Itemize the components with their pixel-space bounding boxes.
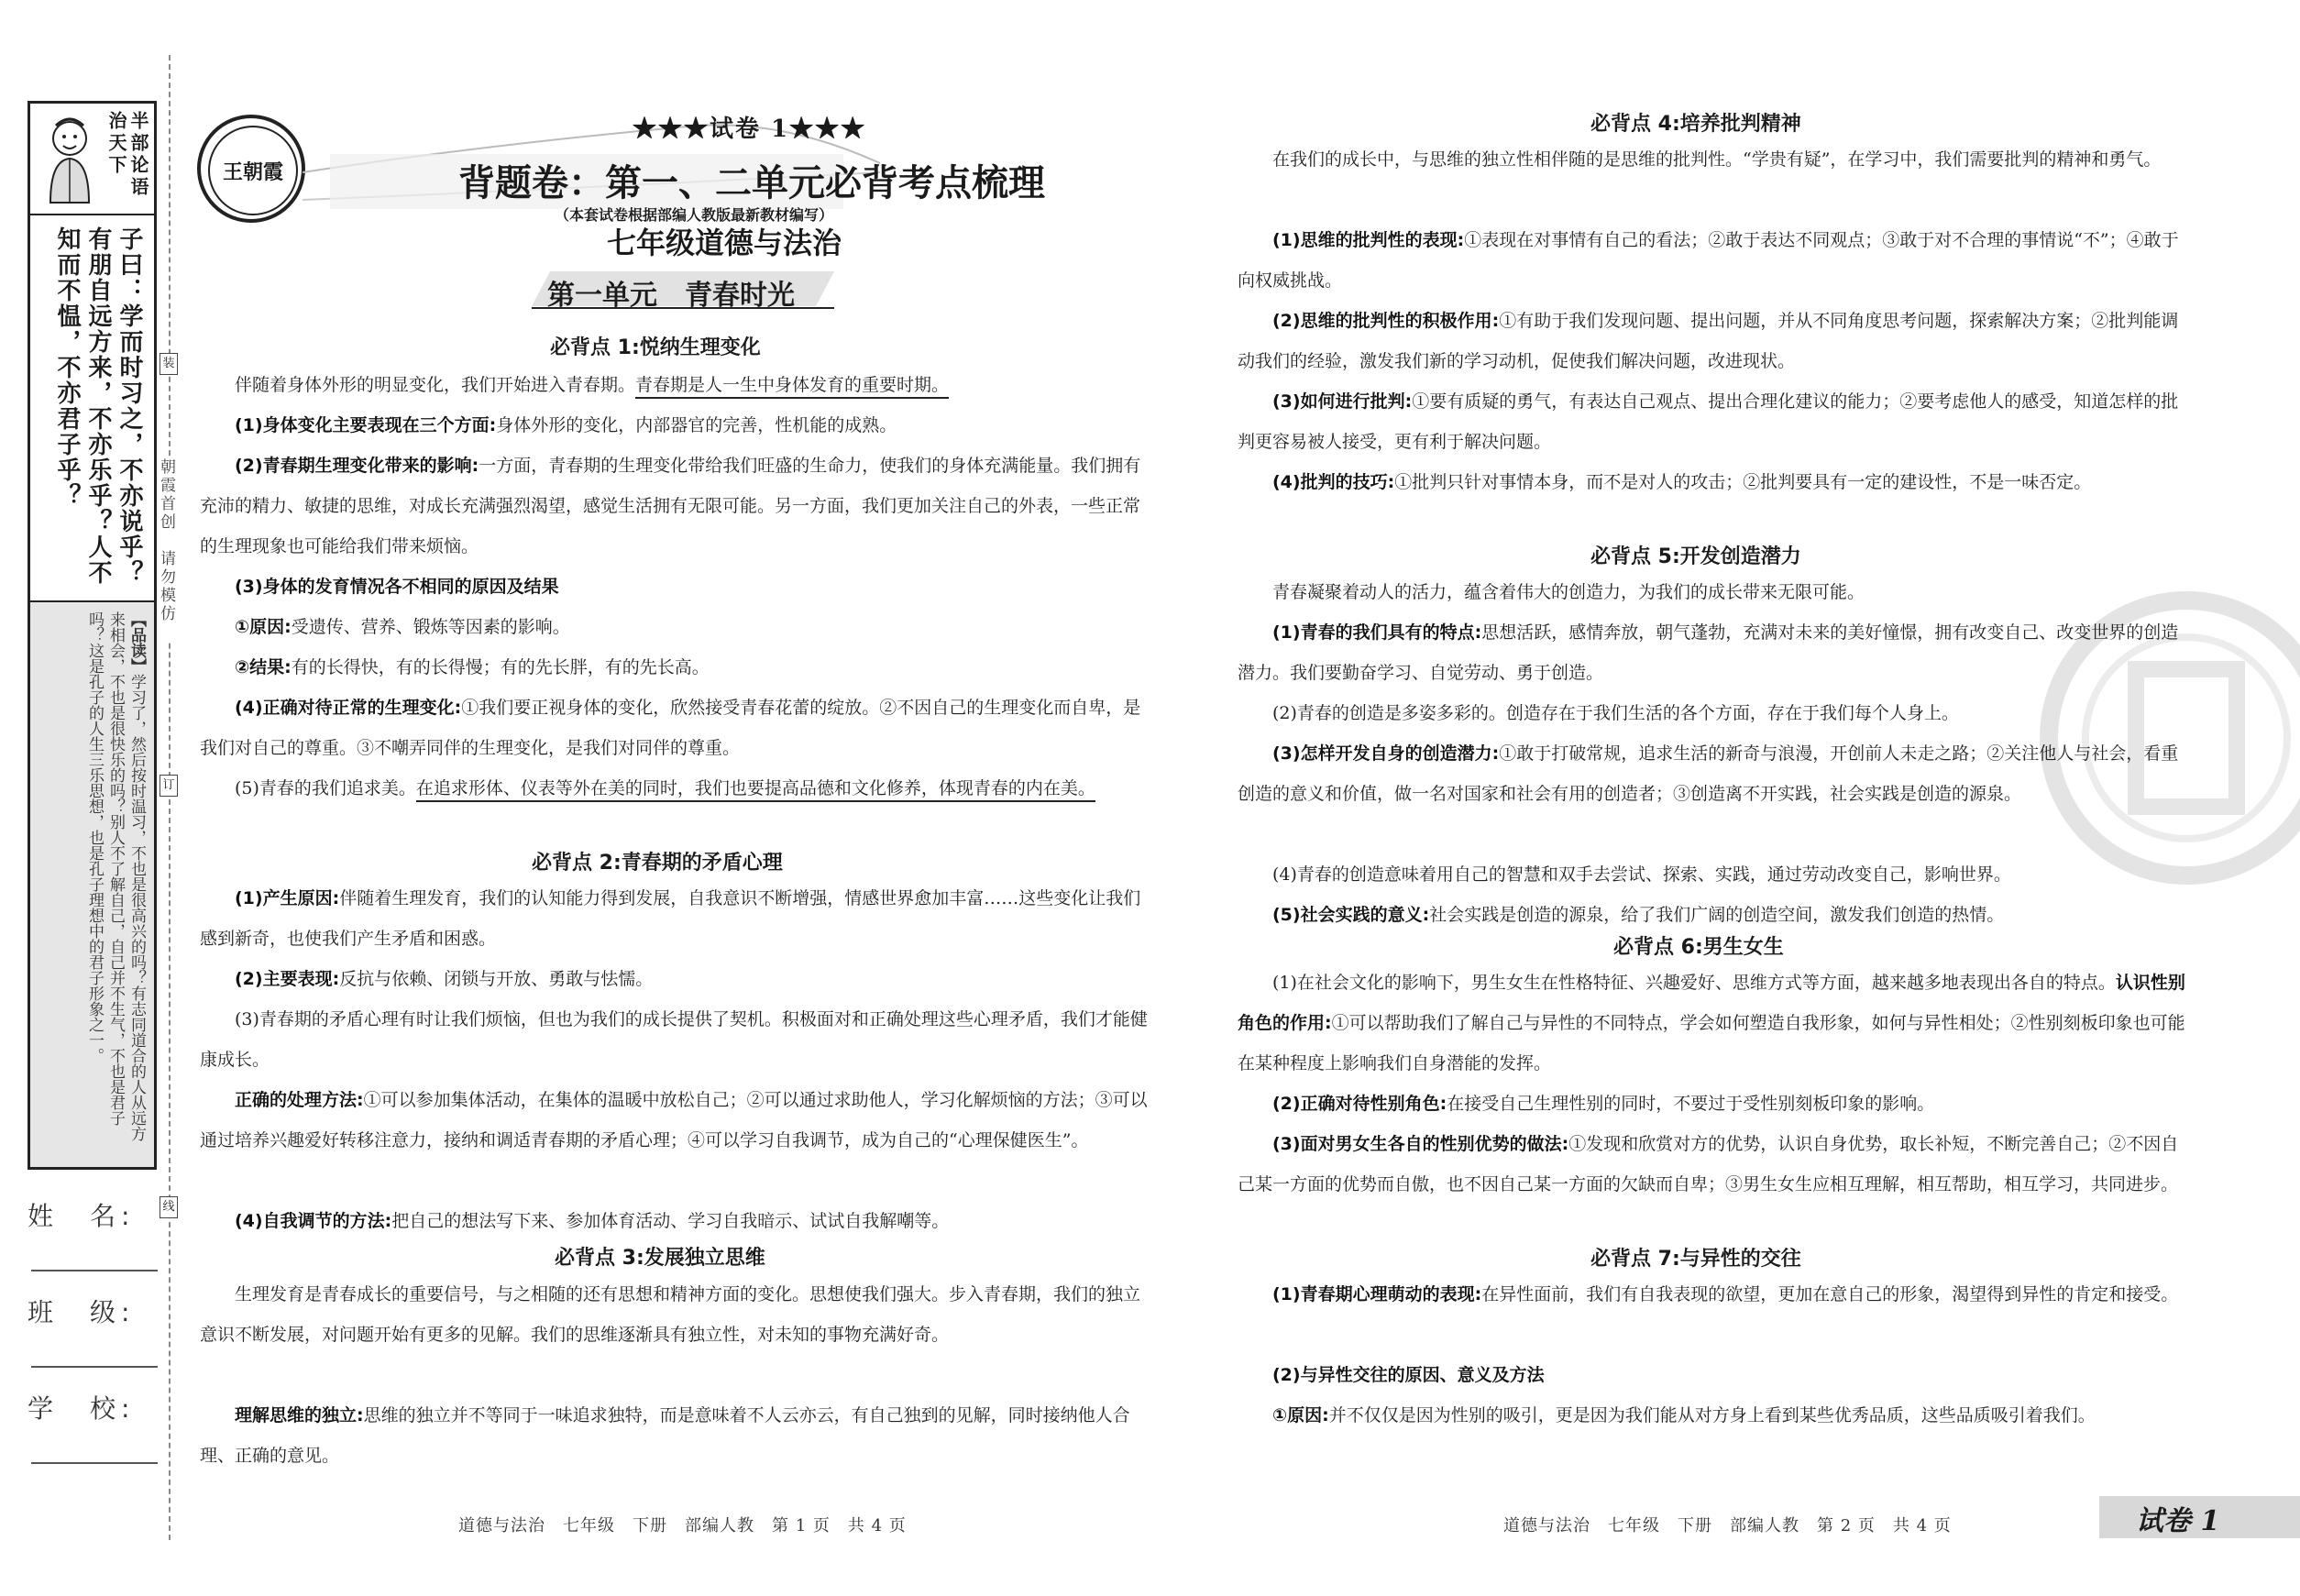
page-footer-left: 道德与法治 七年级 下册 部编人教 第 1 页 共 4 页 <box>458 1516 907 1535</box>
s4-point-3: (3)如何进行批判:①要有质疑的勇气，有表达自己观点、提出合理化建议的能力；②要考虑他人的感受，知道怎样的批判更容易被人接受，更有利于解决问题。 <box>1238 391 2179 452</box>
s6-point-1: (1)在社会文化的影响下，男生女生在性格特征、兴趣爱好、思维方式等方面，越来越多地表现出各自的特点。认识性别角色的作用:①可以帮助我们了解自己与异性的不同特点，学会如何塑造自我形象，如何与异性相处；②性别刻板印象也可能在某种程度上影响我们自身潜能的发挥。 <box>1238 973 2185 1073</box>
sidebar-quote <box>30 215 154 602</box>
s1-point-2: (2)青春期生理变化带来的影响:一方面，青春期的生理变化带给我们旺盛的生命力，使我们的身体充满能量。我们拥有充沛的精力、敏捷的思维，对成长充满强烈渴望，感觉生活拥有无限可能。另一方面，我们更加关注自己的外表，一些正常的生理现象也可能给我们带来烦恼。 <box>200 456 1141 556</box>
s1-point-5: (5)青春的我们追求美。在追求形体、仪表等外在美的同时，我们也要提高品德和文化修养，体现青春的内在美。 <box>200 768 1153 809</box>
s5-point-2: (2)青春的创造是多姿多彩的。创造存在于我们生活的各个方面，存在于我们每个人身上。 <box>1272 703 1959 723</box>
sidebar-top-text-1: 治天下 <box>105 111 127 177</box>
s2-method: 正确的处理方法:①可以参加集体活动，在集体的温暖中放松自己；②可以通过求助他人，学习化解烦恼的方法；③可以通过培养兴趣爱好转移注意力，接纳和调适青春期的矛盾心理；④可以学习自我调节，成为自己的“心理保健医生”。 <box>200 1090 1148 1150</box>
s7-reason: ①原因:并不仅仅是因为性别的吸引，更是因为我们能从对方身上看到某些优秀品质，这些品质吸引着我们。 <box>1272 1405 2096 1425</box>
binding-mark-3: 线 <box>160 1196 178 1218</box>
s3-point: 理解思维的独立:思维的独立并不等同于一味追求独特，而是意味着不人云亦云，有自己独到的见解，同时接纳他人合理、正确的意见。 <box>200 1405 1130 1466</box>
s5-point-4: (4)青春的创造意味着用自己的智慧和双手去尝试、探索、实践，通过劳动改变自己，影响世界。 <box>1272 864 2011 885</box>
section-heading-3: 必背点 3:发展独立思维 <box>555 1247 765 1270</box>
school-field-line[interactable] <box>31 1462 158 1464</box>
quote-text: 子曰：学而时习之，不亦说乎？有朋自远方来，不亦乐乎？人不知而不愠，不亦君子乎？ <box>53 226 143 586</box>
page-footer-right: 道德与法治 七年级 下册 部编人教 第 2 页 共 4 页 <box>1503 1516 1952 1535</box>
s1-point-3: (3)身体的发育情况各不相同的原因及结果 <box>235 577 559 597</box>
s1-point-1: (1)身体变化主要表现在三个方面:身体外形的变化，内部器官的完善，性机能的成熟。 <box>235 415 897 435</box>
logo-text: 王朝霞 <box>208 126 298 215</box>
s1-reason: ①原因:受遗传、营养、锻炼等因素的影响。 <box>235 617 570 637</box>
s4-point-1: (1)思维的批判性的表现:①表现在对事情有自己的看法；②敢于表达不同观点；③敢于对不合理的事情说“不”；④敢于向权威挑战。 <box>1238 230 2179 291</box>
s7-point-1: (1)青春期心理萌动的表现:在异性面前，我们有自我表现的欲望，更加在意自己的形象，渴望得到异性的肯定和接受。 <box>1272 1284 2179 1304</box>
test-label: ★★★试卷 1★★★ <box>633 116 867 143</box>
class-field-line[interactable] <box>31 1366 158 1368</box>
reading-body: 学习了，然后按时温习，不也是很高兴的吗？有志同道合的人从远方来相会，不也是很快乐的吗？别人不了解自己，自己并不生气，不也是君子吗？这是孔子的人生三乐思想，也是孔子理想中的君子形象之一。 <box>85 611 146 1141</box>
reading-text <box>83 611 147 1152</box>
sidebar-header <box>30 104 154 215</box>
corner-test-label: 试卷 1 <box>2136 1505 2220 1537</box>
sidebar-reading <box>30 602 154 1167</box>
s1-point-4: (4)正确对待正常的生理变化:①我们要正视身体的变化，欣然接受青春花蕾的绽放。②不因自己的生理变化而自卑，是我们对自己的尊重。③不嘲弄同伴的生理变化，是我们对同伴的尊重。 <box>200 698 1141 758</box>
s6-point-3: (3)面对男女生各自的性别优势的做法:①发现和欣赏对方的优势，认识自身优势，取长补短，不断完善自己；②不因自己某一方面的优势而自傲，也不因自己某一方面的欠缺而自卑；③男生女生应相互理解，相互帮助，相互学习，共同进步。 <box>1238 1134 2179 1194</box>
section-heading-5: 必背点 5:开发创造潜力 <box>1590 545 1801 568</box>
subtitle-note: （本套试卷根据部编人教版最新教材编写） <box>555 206 834 224</box>
s1-intro: 伴随着身体外形的明显变化，我们开始进入青春期。青春期是人一生中身体发育的重要时期。 <box>200 365 1153 405</box>
sidebar <box>28 101 157 1170</box>
s4-intro: 在我们的成长中，与思维的独立性相伴随的是思维的批判性。“学贵有疑”，在学习中，我们需要批判的精神和勇气。 <box>1272 149 2162 170</box>
s5-point-3: (3)怎样开发自身的创造潜力:①敢于打破常规，追求生活的新奇与浪漫，开创前人未走之路；②关注他人与社会，看重创造的意义和价值，做一名对国家和社会有用的创造者；③创造离不开实践，社会实践是创造的源泉。 <box>1238 743 2179 804</box>
section-heading-2: 必背点 2:青春期的矛盾心理 <box>532 852 783 875</box>
binding-note: 朝霞首创 请勿模仿 <box>158 458 178 642</box>
reading-label: 【品读】 <box>127 611 146 674</box>
s5-point-5: (5)社会实践的意义:社会实践是创造的源泉，给了我们广阔的创造空间，激发我们创造的热情。 <box>1272 905 2005 925</box>
page-title: 背题卷：第一、二单元必背考点梳理 <box>458 162 1045 204</box>
section-heading-6: 必背点 6:男生女生 <box>1613 936 1784 959</box>
s3-intro: 生理发育是青春成长的重要信号，与之相随的还有思想和精神方面的变化。思想使我们强大。步入青春期，我们的独立意识不断发展，对问题开始有更多的见解。我们的思维逐渐具有独立性，对未知的事物充满好奇。 <box>200 1284 1141 1345</box>
binding-mark-2: 订 <box>160 775 178 797</box>
s2-point-2: (2)主要表现:反抗与依赖、闭锁与开放、勇敢与怯懦。 <box>235 969 654 989</box>
section-heading-7: 必背点 7:与异性的交往 <box>1590 1248 1801 1271</box>
school-field-label: 学 校: <box>28 1393 136 1424</box>
name-field-line[interactable] <box>31 1270 158 1271</box>
class-field-label: 班 级: <box>28 1297 136 1327</box>
grade-subject: 七年级道德与法治 <box>607 226 842 260</box>
section-heading-4: 必背点 4:培养批判精神 <box>1590 113 1801 136</box>
name-field-label: 姓 名: <box>28 1201 136 1231</box>
s2-point-4: (4)自我调节的方法:把自己的想法写下来、参加体育活动、学习自我暗示、试试自我解嘲等。 <box>235 1211 950 1231</box>
confucius-cartoon-icon <box>38 113 102 204</box>
s4-point-2: (2)思维的批判性的积极作用:①有助于我们发现问题、提出问题，并从不同角度思考问题，探索解决方案；②批判能调动我们的经验，激发我们新的学习动机，促使我们解决问题，改进现状。 <box>1238 311 2179 371</box>
sidebar-top-text-2: 半部论语 <box>127 111 149 199</box>
s5-point-1: (1)青春的我们具有的特点:思想活跃，感情奔放，朝气蓬勃，充满对未来的美好憧憬，拥有改变自己、改变世界的创造潜力。我们要勤奋学习、自觉劳动、勇于创造。 <box>1238 622 2179 683</box>
s2-point-3: (3)青春期的矛盾心理有时让我们烦恼，但也为我们的成长提供了契机。积极面对和正确处理这些心理矛盾，我们才能健康成长。 <box>200 1009 1148 1070</box>
s4-point-4: (4)批判的技巧:①批判只针对事情本身，而不是对人的攻击；②批判要具有一定的建设性，不是一味否定。 <box>1272 472 2092 492</box>
binding-dash-line <box>169 55 171 1540</box>
unit-title: 第一单元 青春时光 <box>547 280 795 312</box>
s2-point-1: (1)产生原因:伴随着生理发育，我们的认知能力得到发展，自我意识不断增强，情感世界愈加丰富……这些变化让我们感到新奇，也使我们产生矛盾和困惑。 <box>200 888 1141 949</box>
s1-result: ②结果:有的长得快，有的长得慢；有的先长胖，有的先长高。 <box>235 657 710 677</box>
s5-intro: 青春凝聚着动人的活力，蕴含着伟大的创造力，为我们的成长带来无限可能。 <box>1272 582 1865 602</box>
brand-logo <box>197 115 305 223</box>
binding-mark-1: 装 <box>160 353 178 375</box>
section-heading-1: 必背点 1:悦纳生理变化 <box>550 336 761 359</box>
s6-point-2: (2)正确对待性别角色:在接受自己生理性别的同时，不要过于受性别刻板印象的影响。 <box>1272 1094 1935 1114</box>
s7-point-2: (2)与异性交往的原因、意义及方法 <box>1272 1365 1545 1385</box>
